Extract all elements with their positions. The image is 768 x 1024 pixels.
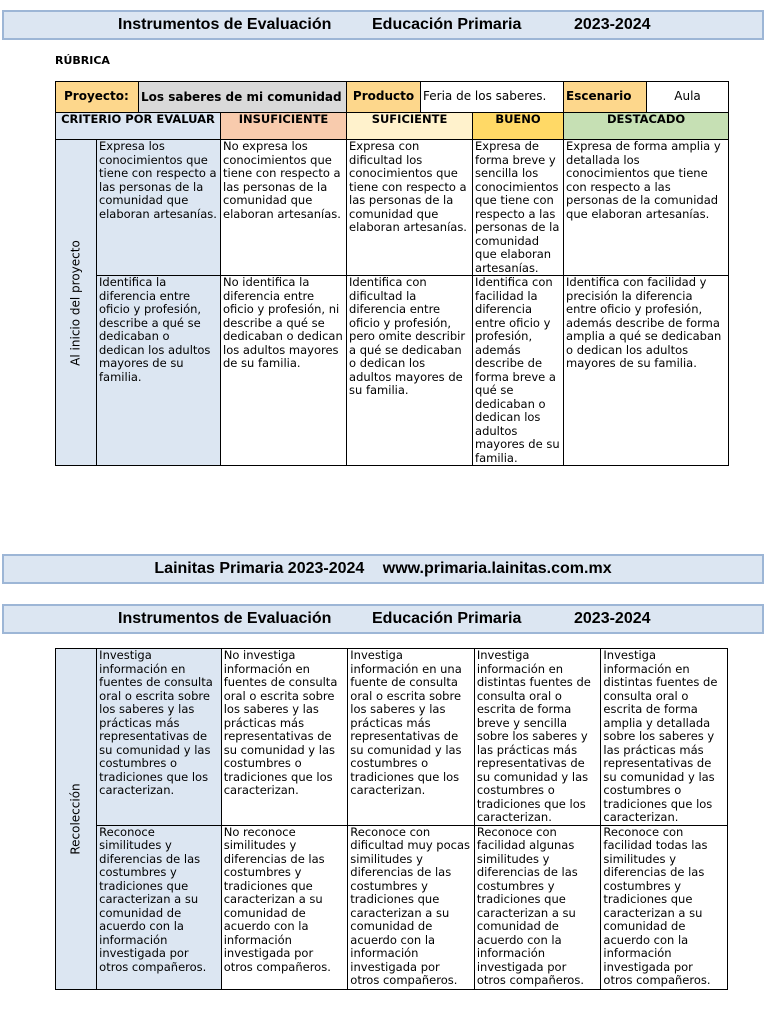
producto-value: Feria de los saberes. xyxy=(421,82,564,113)
site-url[interactable]: www.primaria.lainitas.com.mx xyxy=(382,560,612,577)
rubric-table-1 xyxy=(55,81,729,466)
col-destacado: DESTACADO xyxy=(564,113,729,140)
suficiente-cell: Reconoce con dificultad muy pocas similitudes y diferencias de las costumbres y tradiciones que caracterizan a su comunidad de acuerdo con la información investigada por otros compañeros. xyxy=(348,825,475,989)
col-bueno: BUENO xyxy=(473,113,564,140)
rubrica-label: RÚBRICA xyxy=(55,54,110,67)
bueno-cell: Investiga información en distintas fuentes de consulta oral o escrita de forma breve y sencilla sobre los saberes y las prácticas más representativas de su comunidad y las costumbres o tradiciones que los caracterizan. xyxy=(474,649,601,826)
insuficiente-cell: No identifica la diferencia entre oficio y profesión, ni describe a qué se dedicaban o dedican los adultos mayores de su familia. xyxy=(221,276,347,466)
header-year: 2023-2024 xyxy=(574,610,651,627)
destacado-cell: Reconoce con facilidad todas las similitudes y diferencias de las costumbres y tradiciones que caracterizan a su comunidad de acuerdo con la información investigada por otros compañeros. xyxy=(601,825,728,989)
destacado-cell: Identifica con facilidad y precisión la diferencia entre oficio y profesión, además describe de forma amplia a qué se dedicaban o dedican los adultos mayores de su familia. xyxy=(564,276,729,466)
column-header-row xyxy=(56,113,729,140)
table-row xyxy=(56,140,729,276)
header-banner-top xyxy=(2,10,764,40)
insuficiente-cell: No expresa los conocimientos que tiene con respecto a las personas de la comunidad que elaboran artesanías. xyxy=(221,140,347,276)
suficiente-cell: Expresa con dificultad los conocimientos que tiene con respecto a las personas de la comunidad que elaboran artesanías. xyxy=(347,140,473,276)
header-title: Instrumentos de Evaluación xyxy=(118,16,332,33)
site-name: Lainitas Primaria 2023-2024 xyxy=(154,560,365,577)
rubric-table-2 xyxy=(55,648,728,990)
col-suficiente: SUFICIENTE xyxy=(347,113,473,140)
suficiente-cell: Identifica con dificultad la diferencia entre oficio y profesión, pero omite describir a qué se dedicaban o dedican los adultos mayores de su familia. xyxy=(347,276,473,466)
col-insuficiente: INSUFICIENTE xyxy=(221,113,347,140)
stage-label xyxy=(56,649,97,990)
site-banner xyxy=(2,554,764,584)
escenario-label: Escenario xyxy=(564,82,647,113)
bueno-cell: Identifica con facilidad la diferencia entre oficio y profesión, además describe de forma breve a qué se dedicaban o dedican los adultos mayores de su familia. xyxy=(473,276,564,466)
insuficiente-cell: No reconoce similitudes y diferencias de las costumbres y tradiciones que caracterizan a su comunidad de acuerdo con la información investigada por otros compañeros. xyxy=(221,825,348,989)
project-row xyxy=(56,82,729,113)
header-title: Instrumentos de Evaluación xyxy=(118,610,332,627)
insuficiente-cell: No investiga información en fuentes de consulta oral o escrita sobre los saberes y las prácticas más representativas de su comunidad y las costumbres o tradiciones que los caracterizan. xyxy=(221,649,348,826)
proyecto-label: Proyecto: xyxy=(56,82,139,113)
criterio-cell: Investiga información en fuentes de consulta oral o escrita sobre los saberes y las prácticas más representativas de su comunidad y las costumbres o tradiciones que los caracterizan. xyxy=(97,649,222,826)
criterio-cell: Expresa los conocimientos que tiene con respecto a las personas de la comunidad que elaboran artesanías. xyxy=(97,140,221,276)
criterio-cell: Reconoce similitudes y diferencias de las costumbres y tradiciones que caracterizan a su comunidad de acuerdo con la información investigada por otros compañeros. xyxy=(97,825,222,989)
proyecto-value: Los saberes de mi comunidad xyxy=(139,82,347,113)
header-banner-second xyxy=(2,604,764,634)
bueno-cell: Expresa de forma breve y sencilla los conocimientos que tiene con respecto a las personas de la comunidad que elaboran artesanías. xyxy=(473,140,564,276)
producto-label: Producto xyxy=(347,82,421,113)
stage-label-text: Recolección xyxy=(68,783,83,855)
stage-label-text: Al inicio del proyecto xyxy=(68,239,83,366)
table-row xyxy=(56,649,728,826)
suficiente-cell: Investiga información en una fuente de consulta oral o escrita sobre los saberes y las prácticas más representativas de su comunidad y las costumbres o tradiciones que los caracterizan. xyxy=(348,649,475,826)
header-level: Educación Primaria xyxy=(372,610,522,627)
destacado-cell: Expresa de forma amplia y detallada los conocimientos que tiene con respecto a las personas de la comunidad que elaboran artesanías. xyxy=(564,140,729,276)
col-criterio: CRITERIO POR EVALUAR xyxy=(56,113,221,140)
destacado-cell: Investiga información en distintas fuentes de consulta oral o escrita de forma amplia y detallada sobre los saberes y las prácticas más representativas de su comunidad y las costumbres o tradiciones que los caracterizan. xyxy=(601,649,728,826)
table-row xyxy=(56,825,728,989)
header-level: Educación Primaria xyxy=(372,16,522,33)
criterio-cell: Identifica la diferencia entre oficio y profesión, describe a qué se dedicaban o dedican los adultos mayores de su familia. xyxy=(97,276,221,466)
bueno-cell: Reconoce con facilidad algunas similitudes y diferencias de las costumbres y tradiciones que caracterizan a su comunidad de acuerdo con la información investigada por otros compañeros. xyxy=(474,825,601,989)
header-year: 2023-2024 xyxy=(574,16,651,33)
escenario-value: Aula xyxy=(647,82,729,113)
table-row xyxy=(56,276,729,466)
stage-label xyxy=(56,140,97,466)
